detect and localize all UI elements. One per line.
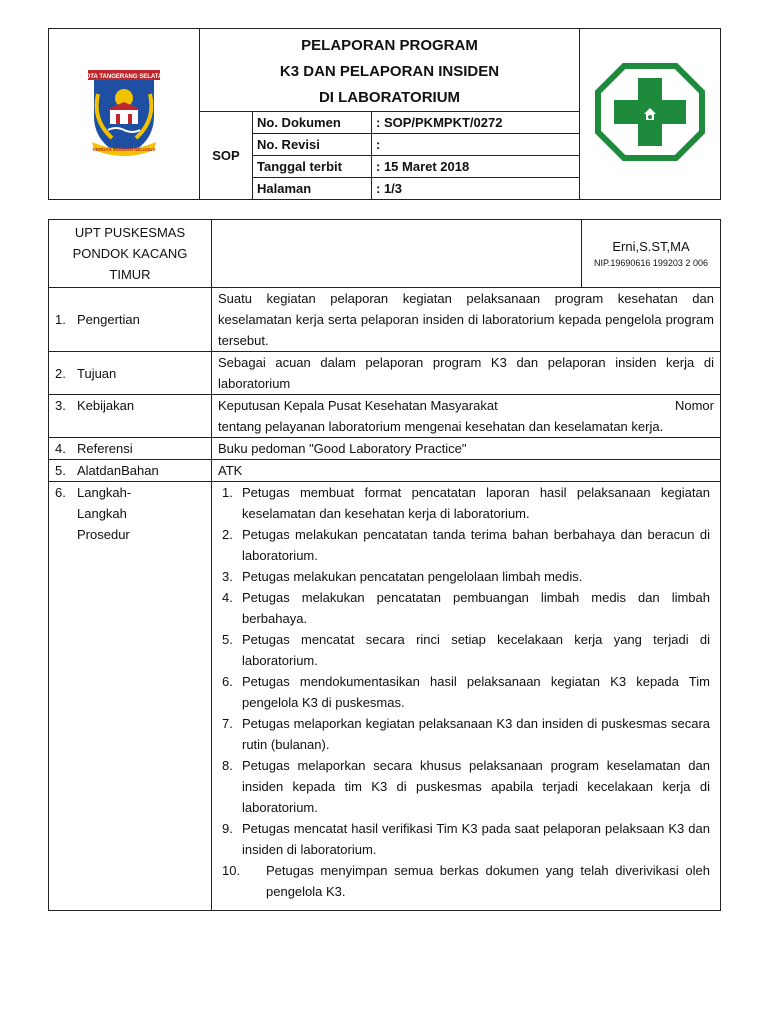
title-line: DI LABORATORIUM xyxy=(318,89,461,106)
section-text-pengertian: Suatu kegiatan pelaporan kegiatan pelaksanaan program kesehatan dan keselamatan kerja serta pelaporan insiden di laboratorium kepada pengelola program tersebut. xyxy=(212,288,721,352)
section-label-pengertian: 1. Pengertian xyxy=(49,288,212,352)
meta-key-no-revisi: No. Revisi xyxy=(253,134,372,156)
langkah-label-line: Prosedur xyxy=(77,527,130,542)
steps-list xyxy=(218,482,714,910)
step-item: 7. Petugas melaporkan kegiatan pelaksanaan K3 dan insiden di puskesmas secara rutin (bulanan). xyxy=(222,716,710,752)
meta-key-tanggal-terbit: Tanggal terbit xyxy=(253,156,372,178)
right-logo-cell xyxy=(580,29,721,200)
kebijakan-text-c: tentang pelayanan laboratorium mengenai kesehatan dan keselamatan kerja. xyxy=(218,419,664,434)
step-item: 2. Petugas melakukan pencatatan tanda terima bahan berbahaya dan beracun di laboratorium. xyxy=(222,527,710,563)
unit-line: PONDOK KACANG xyxy=(72,246,188,261)
section-text-kebijakan xyxy=(212,395,721,438)
document-title xyxy=(200,29,580,112)
sop-label: SOP xyxy=(200,112,253,200)
left-logo-cell xyxy=(49,29,200,200)
meta-key-no-dokumen: No. Dokumen xyxy=(253,112,372,134)
signatory-nip: NIP.19690616 199203 2 006 xyxy=(594,257,708,268)
kebijakan-text-a: Keputusan Kepala Pusat Kesehatan Masyarakat xyxy=(218,398,498,413)
tangerang-selatan-emblem-icon xyxy=(76,64,172,160)
signature-space xyxy=(212,220,582,288)
step-item: 4. Petugas melakukan pencatatan pembuangan limbah medis dan limbah berbahaya. xyxy=(222,590,710,626)
meta-value-no-revisi: : xyxy=(372,134,580,156)
section-label-kebijakan: 3. Kebijakan xyxy=(49,395,212,438)
title-line: K3 DAN PELAPORAN INSIDEN xyxy=(279,63,500,80)
sop-body-table xyxy=(48,219,721,911)
header-table xyxy=(48,28,721,200)
unit-line: TIMUR xyxy=(109,267,151,282)
section-label-alat-bahan: 5. AlatdanBahan xyxy=(49,460,212,482)
step-item: 9. Petugas mencatat hasil verifikasi Tim K3 pada saat pelaporan pelaksaan K3 dan insiden di laboratorium. xyxy=(222,821,710,857)
title-line: PELAPORAN PROGRAM xyxy=(301,37,478,54)
step-item: 5. Petugas mencatat secara rinci setiap kecelakaan kerja yang terjadi di laboratorium. xyxy=(222,632,710,668)
section-label-langkah: 6. Langkah- Langkah Prosedur xyxy=(49,482,212,911)
section-label-tujuan: 2. Tujuan xyxy=(49,352,212,395)
signatory-block xyxy=(582,220,721,288)
meta-key-halaman: Halaman xyxy=(253,178,372,200)
step-item: 8. Petugas melaporkan secara khusus pelaksanaan program keselamatan dan insiden kepada tim K3 di puskesmas apabila terjadi kecelakaan kerja di laboratorium. xyxy=(222,758,710,815)
unit-name xyxy=(49,220,212,288)
section-steps-langkah xyxy=(212,482,721,911)
step-item: 1. Petugas membuat format pencatatan laporan hasil pelaksanaan kegiatan keselamatan dan kesehatan kerja di laboratorium. xyxy=(222,485,710,521)
emblem-top-text: KOTA TANGERANG SELATAN xyxy=(81,73,167,80)
meta-value-tanggal-terbit: : 15 Maret 2018 xyxy=(372,156,580,178)
step-item: 10. Petugas menyimpan semua berkas dokumen yang telah diverivikasi oleh pengelola K3. xyxy=(222,863,710,899)
section-label-referensi: 4. Referensi xyxy=(49,438,212,460)
unit-line: UPT PUSKESMAS xyxy=(74,225,186,240)
step-item: 6. Petugas mendokumentasikan hasil pelaksanaan kegiatan K3 kepada Tim pengelola K3 di puskesmas. xyxy=(222,674,710,710)
langkah-label-line: Langkah xyxy=(77,506,127,521)
langkah-label-line: Langkah- xyxy=(77,485,132,500)
section-text-referensi: Buku pedoman "Good Laboratory Practice" xyxy=(212,438,721,460)
signatory-name: Erni,S.ST,MA xyxy=(612,238,690,254)
meta-value-no-dokumen: : SOP/PKMPKT/0272 xyxy=(372,112,580,134)
kebijakan-text-b: Nomor xyxy=(674,398,714,413)
section-text-alat-bahan: ATK xyxy=(212,460,721,482)
step-item: 3. Petugas melakukan pencatatan pengelolaan limbah medis. xyxy=(222,569,583,584)
puskesmas-cross-logo-icon xyxy=(594,62,706,162)
meta-value-halaman: : 1/3 xyxy=(372,178,580,200)
emblem-bottom-text: CERDAS MODERN RELIGIUS xyxy=(92,146,156,152)
section-text-tujuan: Sebagai acuan dalam pelaporan program K3 dan pelaporan insiden kerja di laboratorium xyxy=(212,352,721,395)
